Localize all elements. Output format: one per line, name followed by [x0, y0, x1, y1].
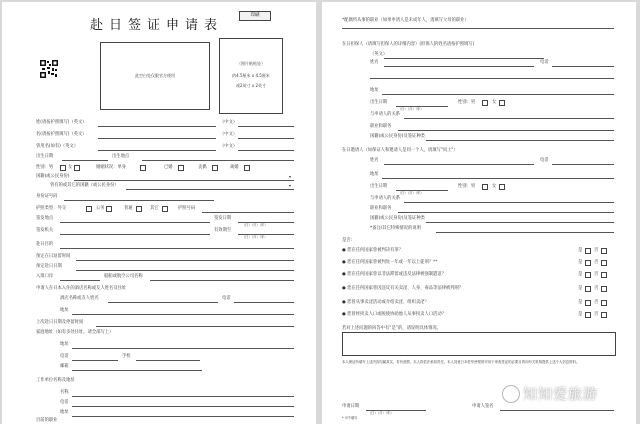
application-date-label: 申请日期: [342, 404, 360, 409]
hotel-name-label: 酒店名称或友人姓名: [60, 296, 99, 301]
q1-no-checkbox[interactable]: [601, 248, 607, 254]
guarantor-name-en-field[interactable]: [384, 58, 544, 59]
gender-female-checkbox[interactable]: [74, 165, 80, 171]
guarantor-name-en-label: （英文）: [370, 52, 388, 57]
form-page-2: [322, 2, 636, 424]
question-3: ● 您在任何国家曾以非法滞留或违反法律被强制遣返？: [342, 272, 446, 277]
q3-no-checkbox[interactable]: [601, 272, 607, 278]
birth-place-label: 出生地点: [112, 154, 130, 159]
qr-code-icon: [40, 60, 58, 78]
print-button[interactable]: 印刷: [239, 11, 271, 21]
q2-yes-checkbox[interactable]: [585, 260, 591, 266]
q1-yes-checkbox[interactable]: [585, 248, 591, 254]
company-address-field[interactable]: [72, 416, 294, 417]
former-nationality-field[interactable]: [126, 189, 294, 190]
expiry-date-hint: （日）（月）（年）: [242, 235, 268, 239]
home-phone-field[interactable]: [72, 360, 118, 361]
passport-no-label: 护照号码: [178, 206, 196, 211]
guarantor-birth-date-hint: （日）（月）（年）: [398, 107, 424, 111]
passport-other-label: 其它: [150, 206, 159, 211]
remarks-field[interactable]: [436, 232, 614, 233]
guarantor-name-field[interactable]: [384, 66, 534, 67]
q5-yes-checkbox[interactable]: [585, 300, 591, 306]
signature-label: 申请人签名: [472, 404, 494, 409]
past-stay-label: 上次赴日日期及停留时间: [36, 320, 84, 325]
inviter-phone-field[interactable]: [552, 164, 614, 165]
stay-length-label: 预定在日逗留时间: [36, 254, 71, 259]
inviter-birth-date-hint: （日）（月）（年）: [398, 191, 424, 195]
q4-no-checkbox[interactable]: [601, 286, 607, 292]
inviter-female-label: 女: [492, 184, 497, 189]
guarantor-phone-label: 电话: [540, 60, 549, 65]
q6-no-label: 否: [594, 312, 599, 317]
ship-airline-field[interactable]: [150, 280, 294, 281]
question-2: ● 您在任何国家曾被判处一年或一年以上徒刑？**: [342, 260, 438, 265]
q1-yes-label: 是: [578, 248, 583, 253]
inviter-relation-field[interactable]: [404, 202, 614, 203]
guarantor-header: 在日担保人（请填写担保人的详细内容）(担保人的姓名请按护照填写): [342, 42, 475, 47]
question-5: ● 您曾从事卖淫活动或介绍卖淫、组织卖淫？: [342, 300, 429, 305]
past-stay-field[interactable]: [96, 326, 294, 327]
stay-purpose-label: 赴日目的: [36, 242, 54, 247]
single-checkbox[interactable]: [140, 165, 146, 171]
mobile-field[interactable]: [136, 360, 200, 361]
birth-place-field[interactable]: [142, 160, 294, 161]
spouse-job-label: *配偶所从事的职业（如果申请人是未成年人，请填写父母的职业）: [342, 18, 469, 23]
guarantor-male-checkbox[interactable]: [482, 100, 488, 106]
guarantor-phone-field[interactable]: [552, 66, 614, 67]
mobile-label: 手机: [122, 354, 131, 359]
inviter-gender-label: 性别：男: [458, 184, 476, 189]
office-use-box: [100, 42, 210, 110]
entry-date-field[interactable]: [76, 270, 294, 271]
former-name-field[interactable]: [98, 150, 216, 151]
married-checkbox[interactable]: [178, 165, 184, 171]
widowed-label: 丧偶: [198, 165, 207, 170]
photo-size-cm: 约4.5厘米 x 4.5厘米: [232, 73, 270, 78]
expiry-date-label: 有效期至: [214, 228, 232, 233]
guarantor-relation-field[interactable]: [404, 118, 614, 119]
photo-size-inch: 或2英寸 x 2英寸: [236, 83, 266, 88]
surname-label: 姓(请按护照填写)（英文）: [36, 120, 87, 125]
id-number-label: 身份证号码: [36, 194, 58, 199]
employer-label: 工作单位名称及地址: [36, 378, 75, 383]
passport-diplomatic-checkbox[interactable]: [86, 206, 92, 212]
explanation-prompt: 若对上述问题的回答中有“是”的，请说明具体情况。: [342, 326, 441, 331]
company-name-field[interactable]: [72, 396, 294, 397]
stay-length-field[interactable]: [76, 260, 294, 261]
declaration-text: 本人保证所填写上述内容均属真实，若有虚假，本人将依法承担责任。本人同意日本驻华使领馆可用于审查签证的必要目的向有关机构提供上述个人信息资料。: [342, 360, 580, 364]
application-date-hint: （日）（月）（年）: [368, 411, 394, 415]
q3-yes-checkbox[interactable]: [585, 272, 591, 278]
q2-no-checkbox[interactable]: [601, 260, 607, 266]
given-name-cn-field[interactable]: [238, 138, 294, 139]
given-name-field[interactable]: [98, 138, 216, 139]
issue-place-field[interactable]: [60, 222, 210, 223]
issue-date-hint: （日）（月）（年）: [242, 223, 268, 227]
remarks-label: *备注/其它特殊情况的说明: [370, 226, 421, 231]
marital-status-label: 婚姻状况：单身: [96, 165, 127, 170]
passport-ordinary-label: 普通: [124, 206, 133, 211]
hotel-name-field[interactable]: [108, 302, 218, 303]
email-label: 邮箱: [60, 364, 69, 369]
entry-port-label: 入境口岸: [36, 274, 54, 279]
q5-no-checkbox[interactable]: [601, 300, 607, 306]
married-label: 已婚: [164, 165, 173, 170]
guarantor-address-field[interactable]: [382, 94, 614, 95]
guarantor-female-label: 女: [492, 100, 497, 105]
inviter-occupation-label: 职业和职务: [370, 206, 392, 211]
passport-official-label: 公务: [96, 206, 105, 211]
guarantor-gender-label: 性别：男: [458, 100, 476, 105]
email-field[interactable]: [72, 370, 202, 371]
divorced-label: 离婚: [230, 165, 239, 170]
q3-yes-label: 是: [578, 272, 583, 277]
entry-date-label: 预定赴日日期: [36, 264, 62, 269]
hotel-address-label: 地址: [60, 308, 69, 313]
home-address-label: 家庭地址（如有多处住址，请全部写上）: [36, 330, 114, 335]
q5-no-label: 否: [594, 300, 599, 305]
passport-ordinary-checkbox[interactable]: [136, 206, 142, 212]
q1-no-label: 否: [594, 248, 599, 253]
guarantor-nationality-field[interactable]: [426, 140, 614, 141]
passport-no-field[interactable]: [202, 212, 294, 213]
footnote-text: * 可不填写: [342, 416, 358, 420]
given-name-cn-label: （中文）: [220, 132, 238, 137]
company-phone-label: 电话: [60, 400, 69, 405]
inviter-nationality-label: 国籍(或公民身份)及签证种类: [370, 216, 425, 221]
q4-no-label: 否: [594, 286, 599, 291]
former-nationality-dropdown-icon[interactable]: [289, 185, 291, 187]
guarantor-occupation-label: 职业和职务: [370, 124, 392, 129]
nationality-field[interactable]: [74, 180, 294, 181]
entry-port-field[interactable]: [60, 280, 100, 281]
company-address-label: 地址: [60, 410, 69, 415]
signature-field[interactable]: [500, 410, 614, 411]
divorced-checkbox[interactable]: [244, 165, 250, 171]
hotel-phone-field[interactable]: [234, 302, 294, 303]
q6-yes-checkbox[interactable]: [585, 312, 591, 318]
id-number-field[interactable]: [64, 200, 214, 201]
q3-no-label: 否: [594, 272, 599, 277]
questions-section-label: 是否:: [342, 238, 353, 243]
company-phone-field[interactable]: [72, 406, 294, 407]
surname-cn-field[interactable]: [238, 126, 294, 127]
spouse-job-field[interactable]: [342, 28, 614, 29]
inviter-occupation-field[interactable]: [398, 212, 614, 213]
former-name-cn-field[interactable]: [238, 150, 294, 151]
photo-box[interactable]: [219, 38, 283, 114]
former-nationality-label: 曾有的或其它的国籍（或公民身份）: [50, 183, 119, 188]
inviter-address-field[interactable]: [382, 178, 614, 179]
issuing-authority-field[interactable]: [60, 234, 210, 235]
question-4: ● 您在任何国家曾因违反有关卖淫、人身、毒品等法律被判刑？: [342, 286, 464, 291]
guarantor-name-label: 姓名: [370, 60, 379, 65]
watermark: [502, 384, 598, 404]
current-job-label: 目前的职业: [36, 418, 58, 423]
q4-yes-label: 是: [578, 286, 583, 291]
guarantor-female-checkbox[interactable]: [499, 100, 505, 106]
issuing-authority-label: 签发机关: [36, 228, 54, 233]
inviter-birth-date-label: 出生日期: [370, 184, 388, 189]
inviter-name-field[interactable]: [384, 164, 534, 165]
former-name-cn-label: （中文）: [220, 144, 238, 149]
birth-date-field[interactable]: [62, 160, 108, 161]
q4-yes-checkbox[interactable]: [585, 286, 591, 292]
q2-no-label: 否: [594, 260, 599, 265]
guarantor-nationality-label: 国籍(或公民身份)及签证种类: [370, 134, 425, 139]
passport-official-checkbox[interactable]: [106, 206, 112, 212]
inviter-phone-label: 电话: [540, 158, 549, 163]
q5-yes-label: 是: [578, 300, 583, 305]
home-phone-label: 电话: [60, 354, 69, 359]
inviter-name-label: 姓名: [370, 158, 379, 163]
inviter-relation-label: 与申请人的关系: [370, 196, 401, 201]
passport-type-label: 护照类型：外交: [36, 206, 67, 211]
ship-airline-label: 船舶或航空公司名称: [104, 274, 143, 279]
passport-other-checkbox[interactable]: [162, 206, 168, 212]
guarantor-address-label: 地址: [370, 88, 379, 93]
q6-no-checkbox[interactable]: [601, 312, 607, 318]
form-title: 赴日签证申请表: [90, 18, 224, 33]
question-6: ● 您曾经拐卖人口或唆使协助他人从事拐卖人口活动？: [342, 312, 446, 317]
home-address2-label: 地址: [60, 342, 69, 347]
office-use-label: 此空白处仅限官方使用: [135, 73, 175, 78]
host-header: 申请人在日本入住的酒店名称或友人姓名及住址: [36, 286, 127, 291]
question-1: ● 您在任何国家曾被判决有罪？: [342, 248, 403, 253]
explanation-textarea[interactable]: [342, 332, 616, 356]
inviter-address-label: 地址: [370, 172, 379, 177]
watermark-text: 知知爱旅游: [523, 387, 598, 403]
nationality-dropdown-icon[interactable]: [289, 176, 291, 178]
hotel-address-field[interactable]: [72, 314, 294, 315]
gender-male-checkbox[interactable]: [60, 165, 66, 171]
guarantor-birth-date-label: 出生日期: [370, 100, 388, 105]
form-page-1: [2, 2, 316, 424]
nationality-label: 国籍(或公民身份): [36, 174, 70, 179]
given-name-label: 名(请按护照填写)（英文）: [36, 132, 87, 137]
guarantor-relation-label: 与申请人的关系: [370, 112, 401, 117]
photo-label: （照片粘贴处）: [237, 61, 265, 66]
q2-yes-label: 是: [578, 260, 583, 265]
surname-field[interactable]: [98, 126, 216, 127]
inviter-header: 在日邀请人（如保证人和邀请人是同一个人，请填写"同上"）: [342, 148, 458, 153]
guarantor-extra-line[interactable]: [370, 78, 614, 79]
inviter-nationality-field[interactable]: [426, 222, 614, 223]
company-name-label: 名称: [60, 390, 69, 395]
issue-date-label: 签发日期: [214, 216, 232, 221]
q6-yes-label: 是: [578, 312, 583, 317]
home-address-field[interactable]: [72, 348, 294, 349]
guarantor-occupation-field[interactable]: [398, 130, 614, 131]
inviter-female-checkbox[interactable]: [499, 184, 505, 190]
birth-date-label: 出生日期: [36, 154, 54, 159]
stay-purpose-field[interactable]: [60, 248, 294, 249]
surname-cn-label: （中文）: [220, 120, 238, 125]
hotel-phone-label: 电话: [222, 296, 231, 301]
gender-label: 性别：男: [36, 165, 54, 170]
issue-place-label: 签发地点: [36, 216, 54, 221]
former-name-label: 曾用名(如有)（英文）: [36, 144, 79, 149]
widowed-checkbox[interactable]: [212, 165, 218, 171]
watermark-logo-icon: [502, 385, 520, 403]
gender-female-label: 女: [68, 165, 73, 170]
inviter-male-checkbox[interactable]: [482, 184, 488, 190]
